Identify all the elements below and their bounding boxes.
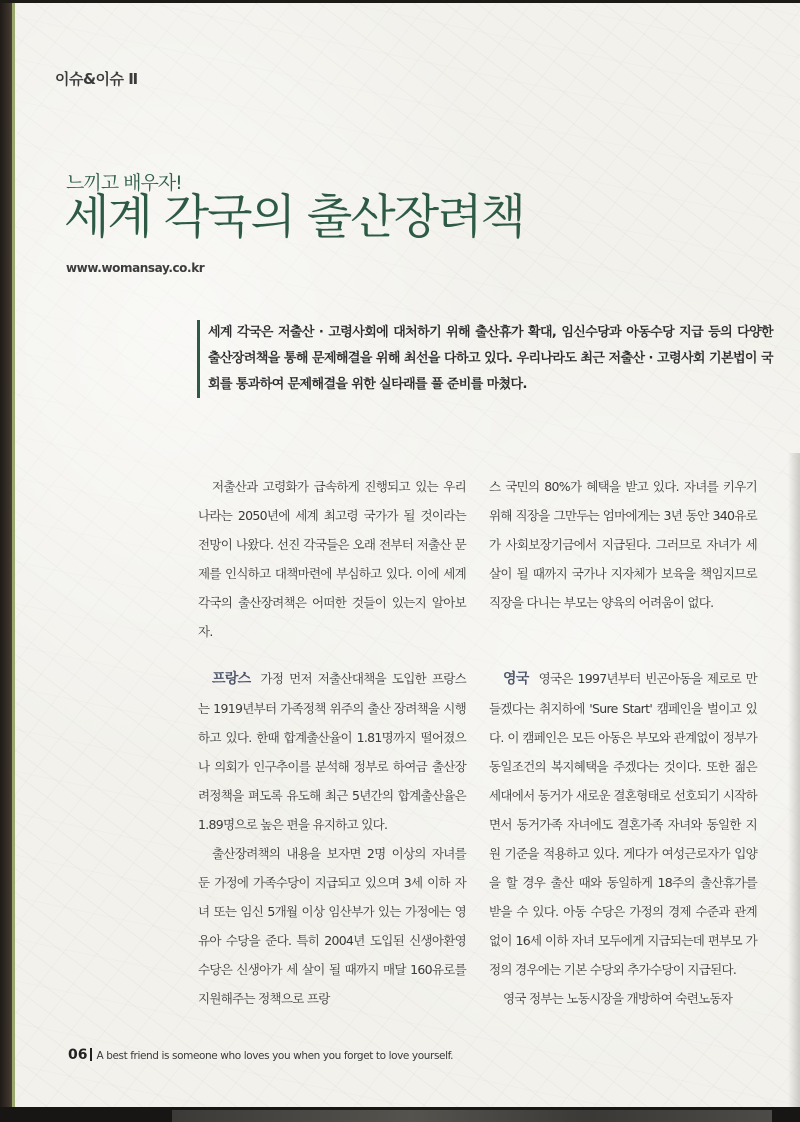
scan-edge-bottom-texture [172,1110,772,1122]
article-title: 세계 각국의 출산장려책 [64,190,524,245]
france-paragraph-1 [198,664,466,839]
section-label: 이슈&이슈 Ⅱ [55,70,138,88]
lead-paragraph: 저출산과 고령화가 급속하게 진행되고 있는 우리나라는 2050년에 세계 최고령 국가가 될 것이라는 전망이 나왔다. 선진 각국들은 오래 전부터 저출산 문제를 인식하고 대책마련에 부심하고 있다. 이에 세계 각국의 출산장려책은 어떠한 것들이 있는지 알아보자. [198,479,466,639]
france-heading: 프랑스 [212,671,251,687]
footer-separator [90,1048,92,1061]
footer-tagline: A best friend is someone who loves you when you forget to love yourself. [96,1050,454,1062]
page-edge-shadow [788,453,800,1107]
body-column-right-uk [489,664,757,1013]
france-paragraph-1-text: 가정 먼저 저출산대책을 도입한 프랑스는 1919년부터 가족정책 위주의 출산 장려책을 시행하고 있다. 한때 합계출산율이 1.81명까지 떨어졌으나 의회가 인구추이를 분석해 정부로 하여금 출산장려정책을 펴도록 유도해 최근 5년간의 합계출산율은 1.89명으로 높은 편을 유지하고 있다. [198,671,466,832]
website-url: www.womansay.co.kr [66,261,205,275]
body-column-left-lead [198,472,466,646]
page-footer [68,1047,453,1063]
uk-paragraph-1 [489,664,757,984]
page-number: 06 [68,1047,88,1063]
article-subtitle: 느끼고 배우자! [66,172,182,194]
uk-paragraph-2: 영국 정부는 노동시장을 개방하여 숙련노동자 [503,991,733,1006]
body-column-left-france [198,664,466,1013]
uk-paragraph-1-text: 영국은 1997년부터 빈곤아동을 제로로 만들겠다는 취지하에 'Sure Start' 캠페인을 벌이고 있다. 이 캠페인은 모든 아동은 부모와 관계없이 정부가 동일조건의 복지혜택을 주겠다는 것이다. 또한 젊은 세대에서 동거가 새로운 결혼형태로 선호되기 시작하면서 동거가족 자녀에도 결혼가족 자녀와 동일한 지원 기준을 적용하고 있다. 게다가 여성근로자가 입양을 할 경우 출산 때와 동일하게 18주의 출산휴가를 받을 수 있다. 아동 수당은 가정의 경제 수준과 관계없이 16세 이하 자녀 모두에게 지급되는데 편부모 가정의 경우에는 기본 수당외 추가수당이 지급된다. [489,671,757,977]
france-paragraph-2: 출산장려책의 내용을 보자면 2명 이상의 자녀를 둔 가정에 가족수당이 지급되고 있으며 3세 이하 자녀 또는 임신 5개월 이상 임산부가 있는 가정에는 영유아 수당을 준다. 특히 2004년 도입된 신생아환영수당은 신생아가 세 살이 될 때까지 매달 160유로를 지원해주는 정책으로 프랑 [198,846,466,1006]
france-continuation-paragraph: 스 국민의 80%가 혜택을 받고 있다. 자녀를 키우기 위해 직장을 그만두는 엄마에게는 3년 동안 340유로가 사회보장기금에서 지급된다. 그러므로 자녀가 세 살이 될 때까지 국가나 지자체가 보육을 책임지므로 직장을 다니는 부모는 양육의 어려움이 없다. [489,479,757,610]
intro-text: 세계 각국은 저출산 · 고령사회에 대처하기 위해 출산휴가 확대, 임신수당과 아동수당 지급 등의 다양한 출산장려책을 통해 문제해결을 위해 최선을 다하고 있다. 우리나라도 최근 저출산 · 고령사회 기본법이 국회를 통과하여 문제해결을 위한 실타래를 풀 준비를 마쳤다. [208,325,773,392]
body-column-right-france-continued [489,472,757,617]
intro-summary [197,320,773,398]
scan-edge-left [0,0,12,1122]
uk-heading: 영국 [503,671,529,687]
